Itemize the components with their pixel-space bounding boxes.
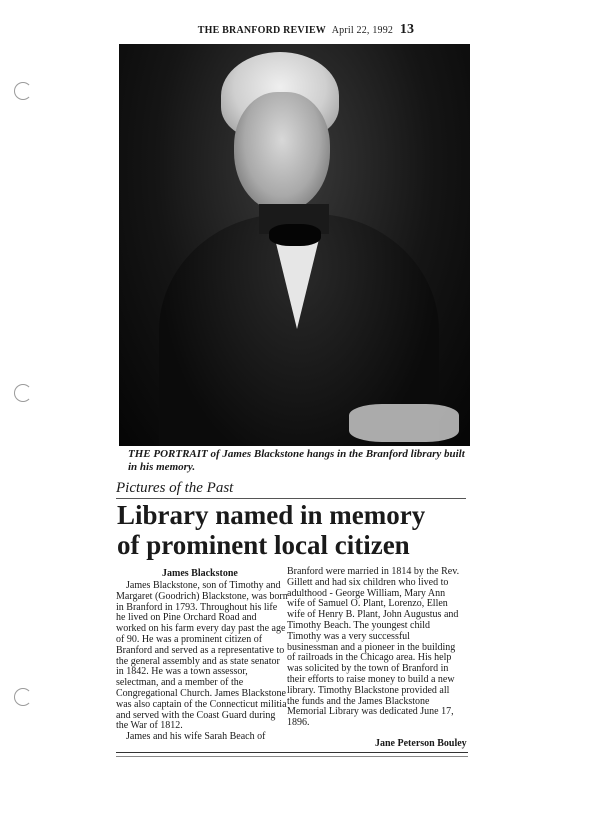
- column-1-paragraph-2: James and his wife Sarah Beach of: [126, 731, 266, 743]
- article-column-2: [287, 567, 463, 729]
- caption-text: of James Blackstone hangs in the Branford library built in his memory.: [128, 448, 465, 473]
- binder-hole-top: [14, 82, 32, 100]
- section-kicker: Pictures of the Past: [116, 480, 234, 496]
- article-subhead: James Blackstone: [162, 568, 238, 579]
- bottom-rule: [116, 752, 468, 753]
- headline-line-1: Library named in memory: [117, 500, 426, 530]
- portrait-hand: [349, 404, 459, 442]
- kicker-rule: [116, 498, 466, 499]
- headline: [117, 500, 477, 560]
- article-column-1: [116, 581, 288, 743]
- binder-hole-middle: [14, 384, 32, 402]
- portrait-shirt: [275, 239, 319, 329]
- portrait-photo: [119, 44, 470, 446]
- headline-line-2: of prominent local citizen: [117, 530, 410, 560]
- column-1-paragraph-1: James Blackstone, son of Timothy and Margaret (Goodrich) Blackstone, was born in Branford in 1793. Throughout his life he lived on Pine Orchard Road and worked on his farm every day past the age of 90. He was a prominent citizen of Branford and served as a representative to the general assembly and as state senator in 1842. He was a town assessor, selectman, and a member of the Congregational Church. James Blackstone was also captain of the Connecticut militia and served with the Coast Guard during the War of 1812.: [116, 580, 288, 732]
- column-2-paragraph-1: Branford were married in 1814 by the Rev. Gillett and had six children who lived to adulthood - George William, Mary Ann wife of Samuel O. Plant, Lorenzo, Ellen wife of Henry B. Plant, John Augustus and Timothy Beach. The youngest child Timothy was a very successful businessman and a pioneer in the building of railroads in the Chicago area. His help was solicited by the town of Branford in their efforts to raise money to build a new library. Timothy Blackstone provided all the funds and the James Blackstone Memorial Library was dedicated June 17, 1896.: [287, 566, 460, 729]
- binder-hole-bottom: [14, 688, 32, 706]
- newspaper-name: THE BRANFORD REVIEW: [197, 25, 327, 36]
- portrait-bowtie: [269, 224, 321, 246]
- masthead: [0, 22, 612, 38]
- author-credit: Jane Peterson Bouley: [375, 738, 467, 749]
- page-number: 13: [399, 22, 415, 37]
- caption-lead: THE PORTRAIT: [128, 448, 208, 460]
- bottom-rule-secondary: [116, 756, 468, 757]
- photo-caption: [128, 448, 468, 474]
- issue-date: April 22, 1992: [331, 25, 394, 36]
- portrait-face: [234, 92, 330, 212]
